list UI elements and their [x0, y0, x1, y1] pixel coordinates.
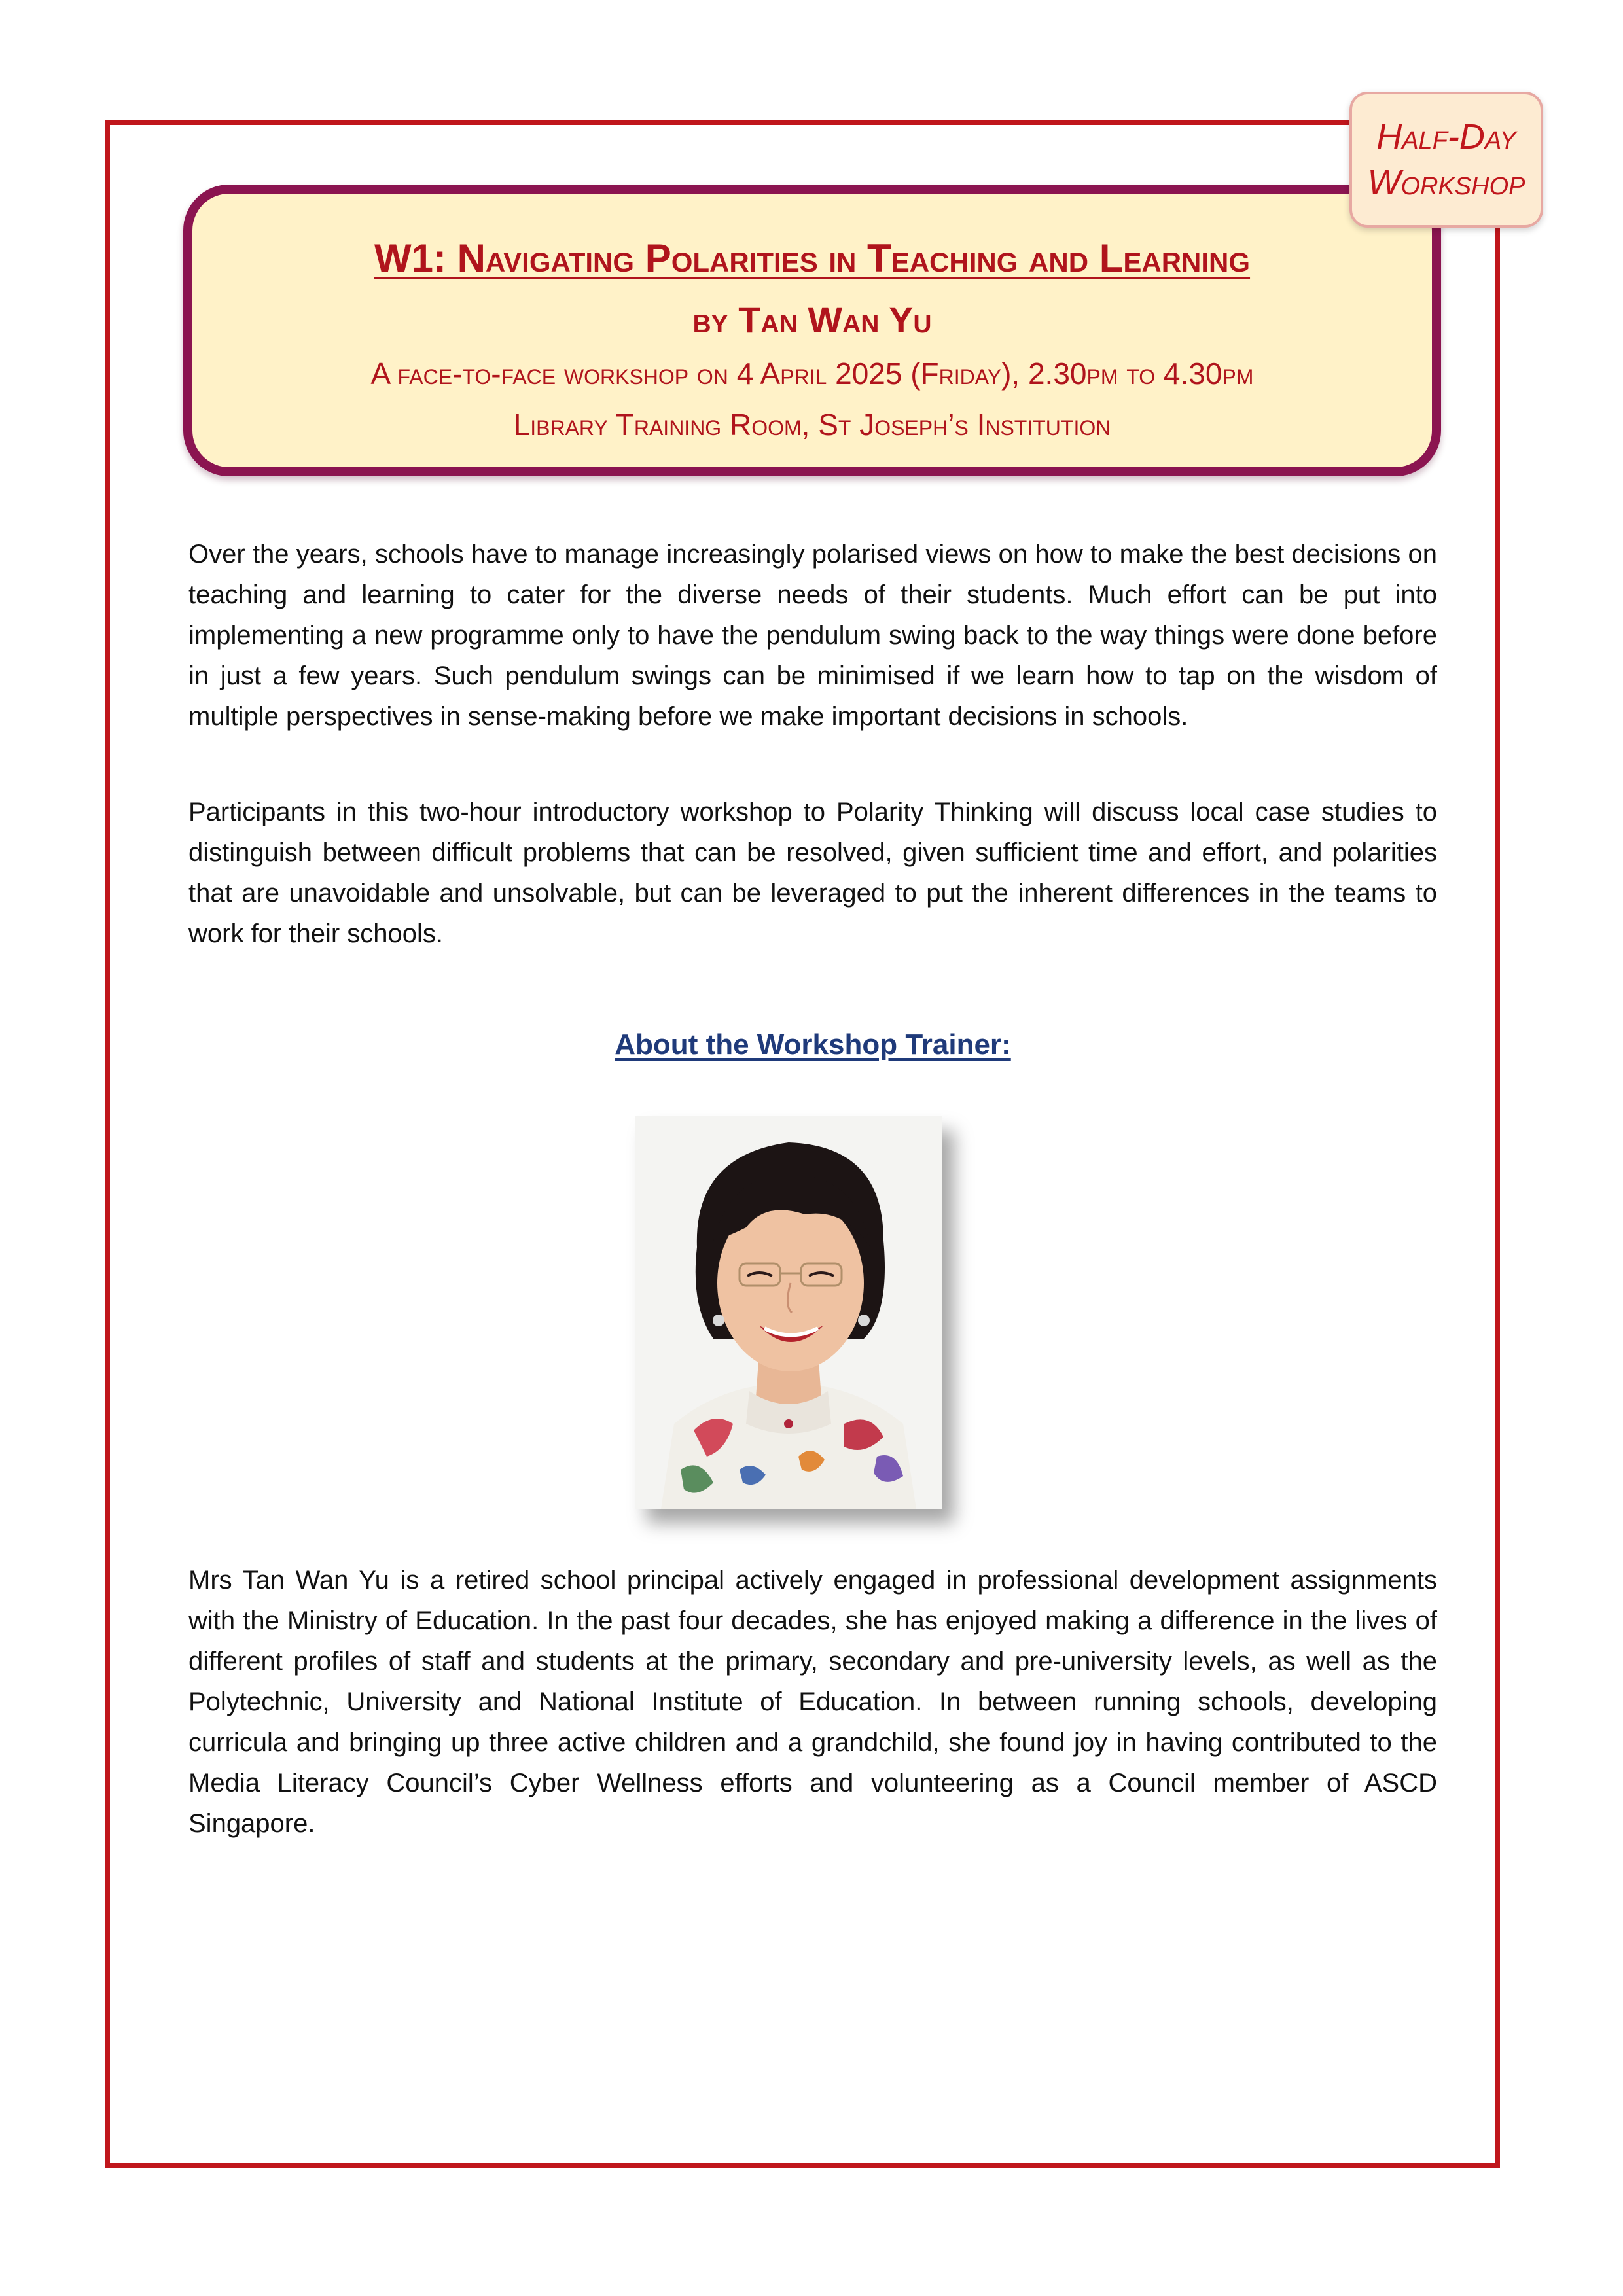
- workshop-date-time: A face-to-face workshop on 4 April 2025 (Friday), 2.30pm to 4.30pm: [370, 357, 1254, 391]
- title-banner: [183, 185, 1441, 476]
- trainer-bio-paragraph: Mrs Tan Wan Yu is a retired school principal actively engaged in professional development assignments with the Ministry of Education. In the past four decades, she has enjoyed making a difference in the lives of different profiles of staff and students at the primary, secondary and pre-university levels, as well as the Polytechnic, University and National Institute of Education. In between running schools, developing curricula and bringing up three active children and a grandchild, she found joy in having contributed to the Media Literacy Council’s Cyber Wellness efforts and volunteering as a Council member of ASCD Singapore.: [188, 1566, 1437, 1838]
- workshop-title: W1: Navigating Polarities in Teaching and Learning: [374, 236, 1251, 280]
- trainer-section-heading: About the Workshop Trainer:: [615, 1029, 1011, 1061]
- description-paragraph-2: Participants in this two-hour introductory workshop to Polarity Thinking will discuss local case studies to distinguish between difficult problems that can be resolved, given sufficient time and effort, and polarities that are unavoidable and unsolvable, but can be leveraged to put the inherent differences in the teams to work for their schools.: [188, 798, 1437, 948]
- badge-line-2: Workshop: [1367, 163, 1525, 202]
- portrait-illustration: [635, 1116, 942, 1509]
- workshop-presenter: by Tan Wan Yu: [692, 299, 932, 340]
- trainer-portrait-photo: [635, 1116, 942, 1509]
- workshop-venue: Library Training Room, St Joseph’s Institution: [513, 408, 1111, 442]
- badge-line-1: Half-Day: [1376, 117, 1516, 156]
- description-paragraph-1: Over the years, schools have to manage increasingly polarised views on how to make the best decisions on teaching and learning to cater for the diverse needs of their students. Much effort can be put into implementing a new programme only to have the pendulum swing back to the way things were done before in just a few years. Such pendulum swings can be minimised if we learn how to tap on the wisdom of multiple perspectives in sense-making before we make important decisions in schools.: [188, 540, 1437, 731]
- half-day-workshop-badge: [1349, 92, 1543, 228]
